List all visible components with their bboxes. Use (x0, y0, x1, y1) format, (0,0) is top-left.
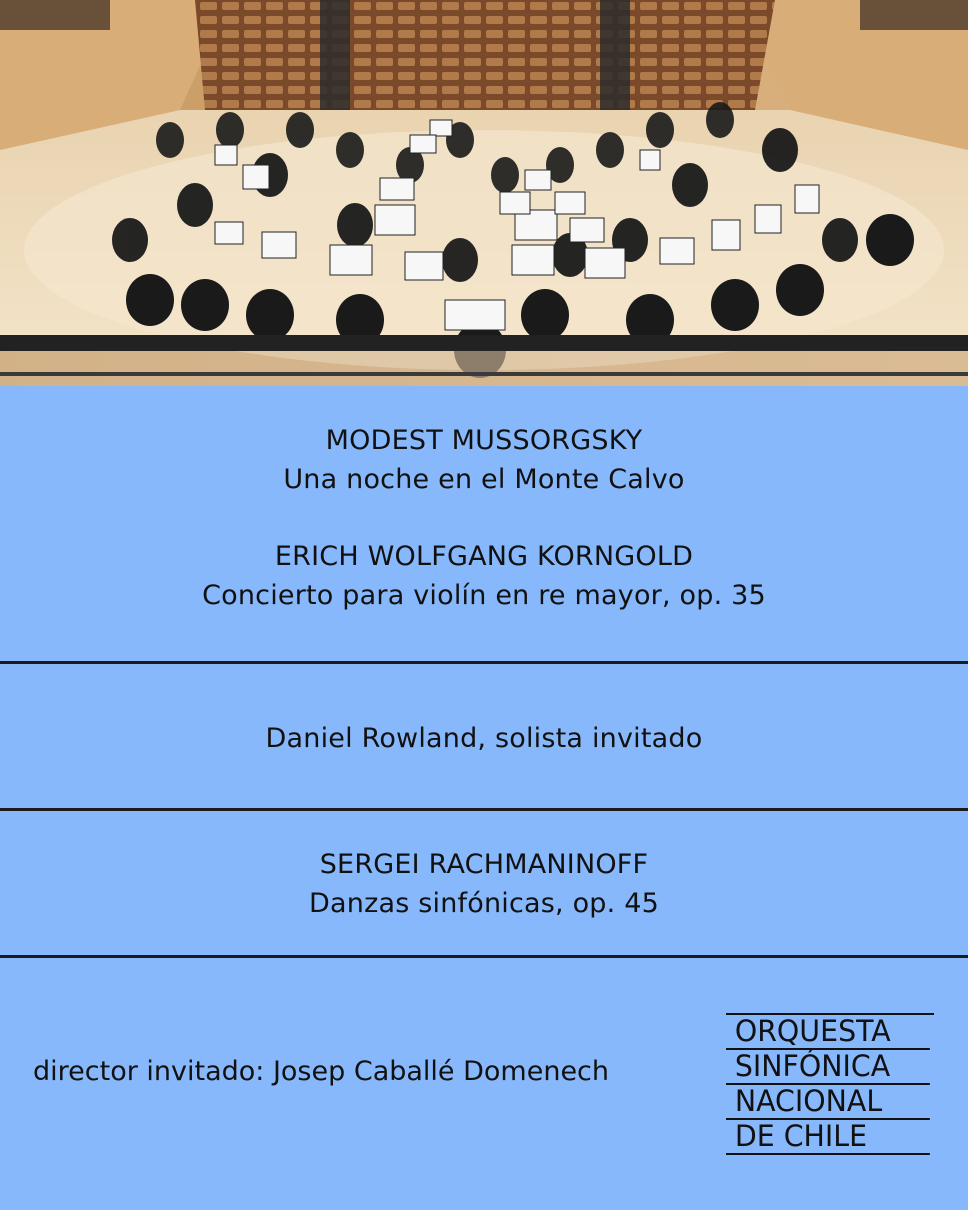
composer-1: MODEST MUSSORGSKY (325, 425, 643, 456)
work-1: Una noche en el Monte Calvo (283, 464, 685, 495)
composer-3: SERGEI RACHMANINOFF (319, 849, 649, 880)
program-section-1 (0, 386, 968, 664)
orchestra-photo (0, 0, 968, 386)
orchestra-illustration (0, 0, 968, 386)
program-section-3 (0, 811, 968, 958)
logo-line-4: DE CHILE (726, 1120, 930, 1155)
spacer (0, 499, 968, 537)
soloist-text: Daniel Rowland, solista invitado (265, 723, 703, 754)
orchestra-logo (726, 1013, 934, 1155)
work-3: Danzas sinfónicas, op. 45 (309, 888, 659, 919)
composer-2: ERICH WOLFGANG KORNGOLD (274, 541, 694, 572)
soloist-section (0, 664, 968, 811)
logo-line-3: NACIONAL (726, 1085, 930, 1120)
logo-line-2: SINFÓNICA (726, 1050, 930, 1085)
logo-line-1: ORQUESTA (726, 1015, 930, 1050)
footer (0, 958, 968, 1210)
director-text: director invitado: Josep Caballé Domenech (33, 1056, 610, 1087)
work-2: Concierto para violín en re mayor, op. 35 (202, 580, 766, 611)
